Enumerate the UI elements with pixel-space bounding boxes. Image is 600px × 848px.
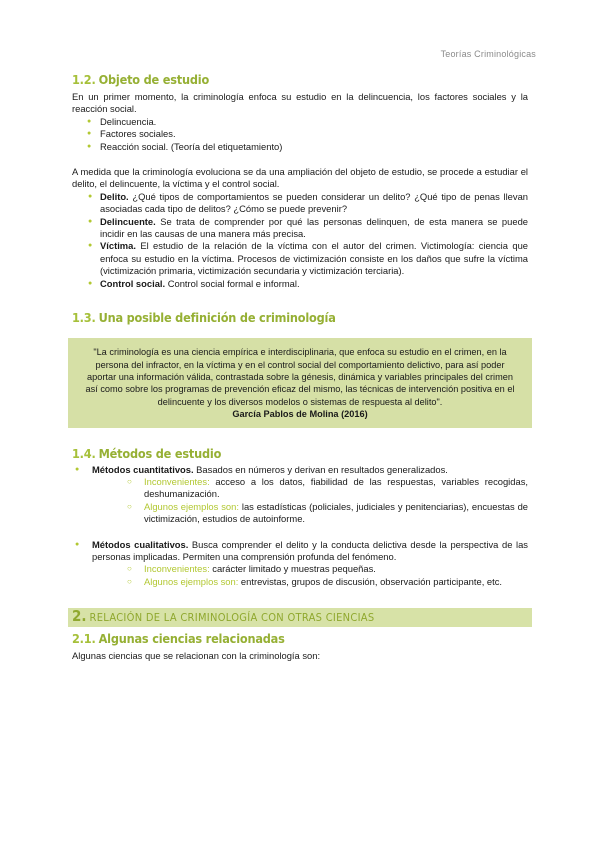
section-number: 1.4. xyxy=(72,445,96,461)
definition: Busca comprender el delito y la conducta delictiva desde la perspectiva de las personas implicadas. Permiten una comprensión profunda del fenómeno. xyxy=(92,538,528,562)
list-item: ● Reacción social. (Teoría del etiquetamiento) xyxy=(72,141,528,153)
paragraph: A medida que la criminología evoluciona se da una ampliación del objeto de estudio, se procede a estudiar el delito, el delincuente, la víctima y el control social. xyxy=(72,166,528,190)
paragraph: Algunas ciencias que se relacionan con la criminología son: xyxy=(72,649,321,661)
definition: ¿Qué tipos de comportamientos se pueden considerar un delito? ¿Qué tipo de penas llevan asociadas cada tipo de delitos? ¿Cómo se puede prevenir? xyxy=(100,190,528,215)
chapter-title: RELACIÓN DE LA CRIMINOLOGÍA CON OTRAS CIENCIAS xyxy=(89,611,375,625)
definition: Control social formal e informal. xyxy=(165,277,300,289)
definition: El estudio de la relación de la víctima con el autor del crimen. Victimología: ciencia que enfoca su estudio en la víctima. Procesos de victimización consiste en los daños que sufre la víctima (victimización primaria, victimización secundaria y victimización terciaria). xyxy=(100,240,528,277)
section-title: Métodos de estudio xyxy=(98,445,222,461)
sub-list xyxy=(72,476,528,526)
chapter-heading-2 xyxy=(68,608,532,626)
list-item xyxy=(80,240,528,277)
quote-author: García Pablos de Molina (2016) xyxy=(232,409,368,420)
sub-item xyxy=(72,501,528,526)
document-body xyxy=(72,70,528,662)
sub-label: Inconvenientes: xyxy=(144,475,210,487)
term: Control social. xyxy=(100,277,166,289)
sub-text: acceso a los datos, fiabilidad de las respuestas, variables recogidas, deshumanización. xyxy=(144,475,528,500)
quote-box xyxy=(68,338,532,427)
methods-list xyxy=(72,464,528,476)
sub-text: las estadísticas (policiales, judiciales y penitenciarias), encuestas de victimización, estudios de autoinforme. xyxy=(144,500,529,525)
term: Métodos cualitativos. xyxy=(92,538,189,550)
list-item xyxy=(80,278,528,290)
sub-text: entrevistas, grupos de discusión, observación participante, etc. xyxy=(238,575,503,587)
term: Delincuente. xyxy=(100,215,156,227)
term: Víctima. xyxy=(100,240,136,252)
section-heading-1-3 xyxy=(72,310,528,326)
running-header: Teorías Criminológicas xyxy=(440,49,536,59)
sub-text: carácter limitado y muestras pequeñas. xyxy=(209,563,376,575)
section-title: Objeto de estudio xyxy=(98,72,210,87)
sub-label: Inconvenientes: xyxy=(144,563,210,575)
section-title: Algunas ciencias relacionadas xyxy=(98,630,285,646)
sub-item xyxy=(72,476,528,501)
bullet-list xyxy=(72,116,528,153)
section-heading-1-4 xyxy=(72,446,528,462)
section-title: Una posible definición de criminología xyxy=(98,310,336,326)
definition-list xyxy=(80,191,528,290)
sub-list xyxy=(72,563,528,588)
sub-item xyxy=(72,563,528,575)
term: Métodos cuantitativos. xyxy=(92,463,194,475)
list-item xyxy=(72,539,528,564)
methods-list xyxy=(72,539,528,564)
definition: Basados en números y derivan en resultados generalizados. xyxy=(193,463,448,475)
sub-item xyxy=(72,576,528,588)
list-item xyxy=(80,191,528,216)
chapter-number: 2. xyxy=(72,607,87,626)
list-item xyxy=(80,216,528,241)
list-item: ● Delincuencia. xyxy=(72,116,528,128)
list-item: ● Factores sociales. xyxy=(72,128,528,140)
sub-label: Algunos ejemplos son: xyxy=(144,500,239,512)
term: Delito. xyxy=(100,190,129,202)
paragraph: En un primer momento, la criminología enfoca su estudio en la delincuencia, los factores sociales y la reacción social. xyxy=(72,91,528,115)
list-item xyxy=(72,464,528,476)
section-number: 1.3. xyxy=(72,310,96,326)
section-number: 1.2. xyxy=(72,72,96,87)
section-heading-2-1 xyxy=(72,631,528,647)
sub-label: Algunos ejemplos son: xyxy=(144,575,239,587)
definition: Se trata de comprender por qué las personas delinquen, de esta manera se puede incidir en las causas de una manera más precisa. xyxy=(100,215,528,240)
section-number: 2.1. xyxy=(72,630,96,646)
quote-text: "La criminología es una ciencia empírica e interdisciplinaria, que enfoca su estudio en el crimen, en la persona del infractor, en la víctima y en el control social del comportamiento delictivo, para así poder aportar una información válida, contrastada sobre la génesis, dinámica y variables principales del crimen así como sobre los programas de prevención eficaz del mismo, las técnicas de intervención positiva en el delincuente y los diversos modelos o sistemas de respuesta al delito". xyxy=(85,347,515,407)
section-heading-1-2 xyxy=(72,72,528,88)
